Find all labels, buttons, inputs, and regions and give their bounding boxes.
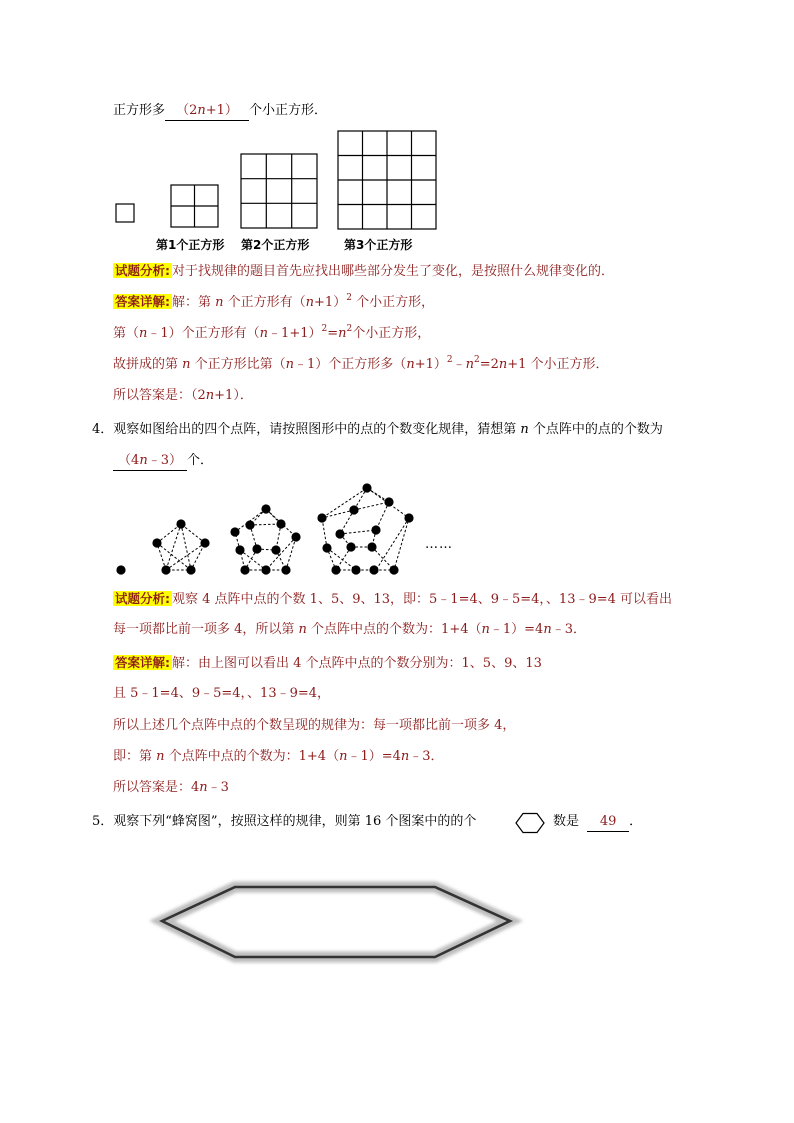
q4-stem: 4．观察如图给出的四个点阵，请按照图形中的点的个数变化规律，猜想第 n 个点阵中的点的个数为	[92, 422, 663, 437]
lattice-dot	[161, 565, 170, 574]
q4-analysis-text1: 观察 4 点阵中点的个数 1、5、9、13，即：5﹣1=4、9﹣5=4，、13﹣9=4 可以看出	[172, 592, 673, 607]
q4-suffix: 个．	[187, 453, 214, 468]
q4-solution-line1	[113, 654, 542, 673]
q4-solution-line2: 且 5﹣1=4、9﹣5=4，、13﹣9=4，	[113, 686, 331, 701]
q4-number: 4．	[92, 422, 114, 437]
lattice-dot	[245, 520, 254, 529]
q3-suffix: 个小正方形．	[249, 103, 328, 118]
q4-answer-blank: （4n﹣3）	[113, 452, 187, 471]
lattice-dot	[335, 529, 344, 538]
large-hexagon-figure	[150, 875, 525, 975]
lattice-dot	[351, 565, 360, 574]
lattice-dot	[404, 513, 413, 522]
lattice-dot	[200, 538, 209, 547]
lattice-dot	[116, 565, 125, 574]
caption-square-3: 第3个正方形	[344, 238, 413, 252]
lattice-dot	[349, 505, 358, 514]
q5-answer-blank: 49	[587, 813, 629, 832]
q5-number: 5．	[92, 814, 114, 829]
lattice-dot	[362, 483, 371, 492]
lattice-dot	[389, 565, 398, 574]
lattice-dot	[346, 542, 355, 551]
q4-solution-line3: 所以上述几个点阵中点的个数呈现的规律为：每一项都比前一项多 4，	[113, 718, 516, 733]
lattice-dot	[384, 497, 393, 506]
lattice-dot	[371, 525, 380, 534]
lattice-dot	[252, 544, 261, 553]
q4-solution-line5: 所以答案是：4n﹣3	[113, 780, 229, 795]
q3-solution-line4: 所以答案是：（2n+1）．	[113, 388, 253, 403]
analysis-tag: 试题分析:	[115, 591, 170, 606]
q5-answer-line	[553, 813, 642, 832]
lattice-dot	[367, 542, 376, 551]
lattice-2-lines	[157, 524, 205, 570]
lattice-dot	[230, 527, 239, 536]
lattice-dot	[331, 565, 340, 574]
lattice-3-lines	[235, 509, 296, 570]
q5-stem	[92, 813, 476, 831]
lattice-dot	[152, 538, 161, 547]
q4-sol-text1: 解：由上图可以看出 4 个点阵中点的个数分别为：1、5、9、13	[172, 656, 542, 671]
lattice-dot	[186, 565, 195, 574]
q5-mid: 数是	[553, 814, 580, 829]
solution-tag: 答案详解:	[115, 655, 170, 670]
lattice-dot	[176, 519, 185, 528]
lattice-dot	[317, 513, 326, 522]
q5-suffix: ．	[629, 814, 643, 829]
q3-solution-line1: 答案详解: 解：第 n 个正方形有$(n+1)^2$ 个小正方形，	[115, 293, 435, 310]
lattice-dot	[291, 532, 300, 541]
q4-analysis-line1	[113, 590, 672, 609]
q4-analysis-line2: 每一项都比前一项多 4，所以第 n 个点阵中点的个数为：1+4（n﹣1）=4n﹣3．	[113, 622, 586, 637]
lattice-4-lines	[322, 488, 409, 570]
q3-analysis-text: 对于找规律的题目首先应找出哪些部分发生了变化，是按照什么规律变化的．	[172, 264, 615, 279]
lattice-ellipsis: ……	[425, 537, 453, 552]
lattice-dot	[322, 543, 331, 552]
q3-solution-line3: 故拼成的第 n 个正方形比第（n﹣1）个正方形多$(n+1)^2﹣n^2=2n+1$ 个小正方形．	[113, 355, 609, 372]
lattice-dot	[271, 545, 280, 554]
analysis-tag: 试题分析:	[115, 263, 170, 278]
q3-answer-blank: （2n+1）	[165, 102, 249, 121]
q3-prefix: 正方形多	[113, 103, 166, 118]
lattice-dot	[281, 565, 290, 574]
q5-stem-text: 观察下列“蜂窝图”，按照这样的规律，则第 16 个图案中的的个	[113, 814, 477, 829]
lattice-dot	[235, 545, 244, 554]
lattice-dot	[261, 504, 270, 513]
lattice-dot	[240, 565, 249, 574]
lattice-dot	[276, 519, 285, 528]
q3-solution-line2: 第（n﹣1）个正方形有$(n﹣1+1)^2=n^2$个小正方形，	[113, 324, 431, 341]
lattice-dot	[261, 565, 270, 574]
caption-square-2: 第2个正方形	[241, 238, 310, 252]
solution-tag: 答案详解:	[115, 294, 170, 309]
caption-square-1: 第1个正方形	[156, 238, 225, 252]
q4-solution-line4: 即：第 n 个点阵中点的个数为：1+4（n﹣1）=4n﹣3．	[113, 749, 444, 764]
lattice-dot	[369, 565, 378, 574]
small-hexagon-icon	[514, 812, 546, 834]
